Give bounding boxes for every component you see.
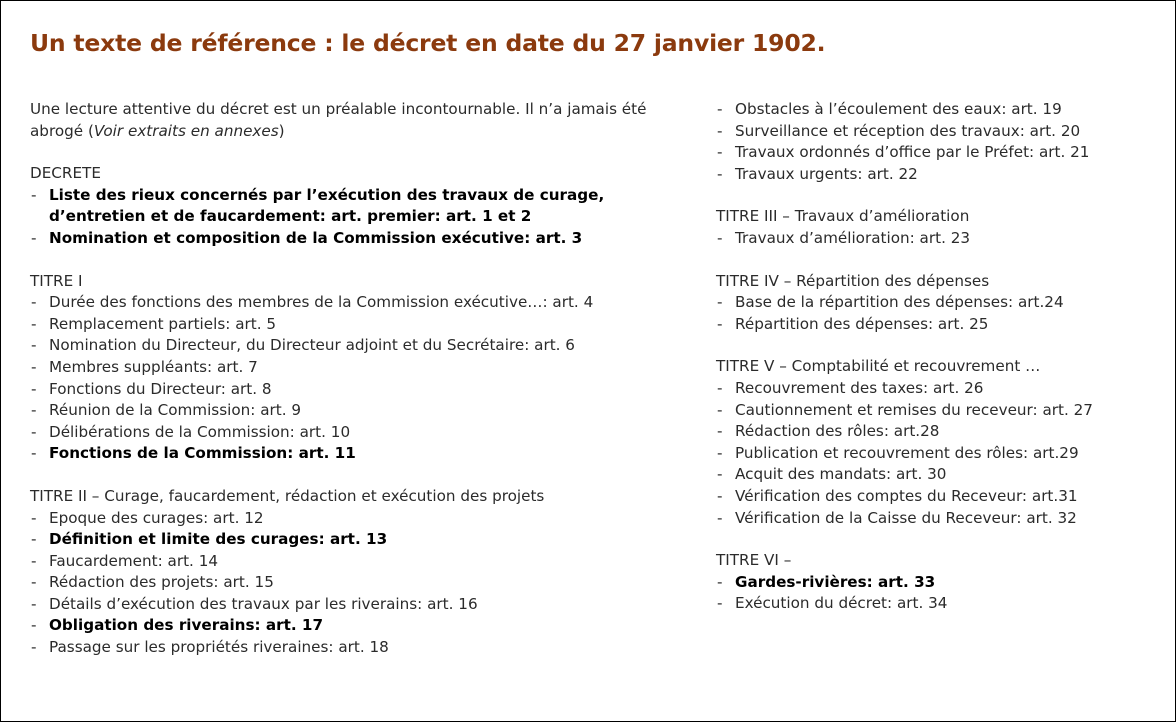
article-item: - Faucardement: art. 14 bbox=[30, 551, 670, 573]
section-title: DECRETE bbox=[30, 164, 101, 183]
article-item: - Acquit des mandats: art. 30 bbox=[716, 464, 1156, 486]
article-item: - Fonctions du Directeur: art. 8 bbox=[30, 379, 670, 401]
article-item: - Liste des rieux concernés par l’exécution des travaux de curage, d’entretien et de faucardement: art. premier: art. 1 et 2 bbox=[30, 185, 670, 228]
article-list bbox=[716, 99, 1156, 185]
decree-section bbox=[716, 356, 1156, 529]
article-item: - Obligation des riverains: art. 17 bbox=[30, 615, 670, 637]
article-item: - Exécution du décret: art. 34 bbox=[716, 593, 1156, 615]
decree-section bbox=[30, 271, 670, 465]
article-list bbox=[716, 292, 1156, 335]
article-item: - Gardes-rivières: art. 33 bbox=[716, 572, 1156, 594]
slide-title: Un texte de référence : le décret en date du 27 janvier 1902. bbox=[30, 29, 826, 57]
section-title: TITRE IV – Répartition des dépenses bbox=[716, 271, 990, 290]
article-item: - Détails d’exécution des travaux par les riverains: art. 16 bbox=[30, 594, 670, 616]
article-item: - Recouvrement des taxes: art. 26 bbox=[716, 378, 1156, 400]
article-list bbox=[30, 508, 670, 659]
article-item: - Remplacement partiels: art. 5 bbox=[30, 314, 670, 336]
article-item: - Obstacles à l’écoulement des eaux: art. 19 bbox=[716, 99, 1156, 121]
article-list bbox=[716, 378, 1156, 529]
article-item: - Membres suppléants: art. 7 bbox=[30, 357, 670, 379]
decree-section bbox=[30, 486, 670, 659]
right-column bbox=[716, 99, 1156, 615]
article-item: - Publication et recouvrement des rôles: art.29 bbox=[716, 443, 1156, 465]
article-item: - Définition et limite des curages: art. 13 bbox=[30, 529, 670, 551]
article-item: - Nomination du Directeur, du Directeur adjoint et du Secrétaire: art. 6 bbox=[30, 335, 670, 357]
article-list bbox=[30, 185, 670, 250]
decree-section bbox=[30, 163, 670, 249]
right-sections bbox=[716, 99, 1156, 615]
article-item: - Travaux ordonnés d’office par le Préfet: art. 21 bbox=[716, 142, 1156, 164]
article-item: - Rédaction des rôles: art.28 bbox=[716, 421, 1156, 443]
left-column bbox=[30, 99, 670, 659]
section-title: TITRE I bbox=[30, 271, 83, 290]
article-item: - Base de la répartition des dépenses: art.24 bbox=[716, 292, 1156, 314]
article-item: - Vérification de la Caisse du Receveur: art. 32 bbox=[716, 508, 1156, 530]
article-item: - Délibérations de la Commission: art. 10 bbox=[30, 422, 670, 444]
article-item: - Epoque des curages: art. 12 bbox=[30, 508, 670, 530]
decree-section bbox=[716, 550, 1156, 615]
intro-text: Une lecture attentive du décret est un préalable incontournable. Il n’a jamais été abrogé ( bbox=[30, 100, 647, 140]
article-item: - Travaux d’amélioration: art. 23 bbox=[716, 228, 1156, 250]
article-list bbox=[716, 228, 1156, 250]
intro-paragraph bbox=[30, 99, 670, 142]
decree-section bbox=[716, 206, 1156, 249]
section-title: TITRE II – Curage, faucardement, rédaction et exécution des projets bbox=[30, 486, 545, 505]
intro-text-end: ) bbox=[278, 121, 285, 140]
section-title: TITRE VI – bbox=[716, 551, 792, 570]
article-item: - Répartition des dépenses: art. 25 bbox=[716, 314, 1156, 336]
decree-section bbox=[716, 99, 1156, 185]
article-item: - Réunion de la Commission: art. 9 bbox=[30, 400, 670, 422]
intro-annex-reference: Voir extraits en annexes bbox=[93, 121, 279, 140]
article-item: - Rédaction des projets: art. 15 bbox=[30, 572, 670, 594]
article-item: - Durée des fonctions des membres de la Commission exécutive…: art. 4 bbox=[30, 292, 670, 314]
section-title: TITRE V – Comptabilité et recouvrement … bbox=[716, 357, 1041, 376]
article-item: - Surveillance et réception des travaux: art. 20 bbox=[716, 121, 1156, 143]
decree-section bbox=[716, 271, 1156, 336]
section-title: TITRE III – Travaux d’amélioration bbox=[716, 207, 970, 226]
article-list bbox=[716, 572, 1156, 615]
article-item: - Nomination et composition de la Commission exécutive: art. 3 bbox=[30, 228, 670, 250]
article-item: - Vérification des comptes du Receveur: art.31 bbox=[716, 486, 1156, 508]
article-item: - Passage sur les propriétés riveraines: art. 18 bbox=[30, 637, 670, 659]
left-sections bbox=[30, 163, 670, 658]
article-item: - Fonctions de la Commission: art. 11 bbox=[30, 443, 670, 465]
article-item: - Travaux urgents: art. 22 bbox=[716, 164, 1156, 186]
article-list bbox=[30, 292, 670, 465]
article-item: - Cautionnement et remises du receveur: art. 27 bbox=[716, 400, 1156, 422]
